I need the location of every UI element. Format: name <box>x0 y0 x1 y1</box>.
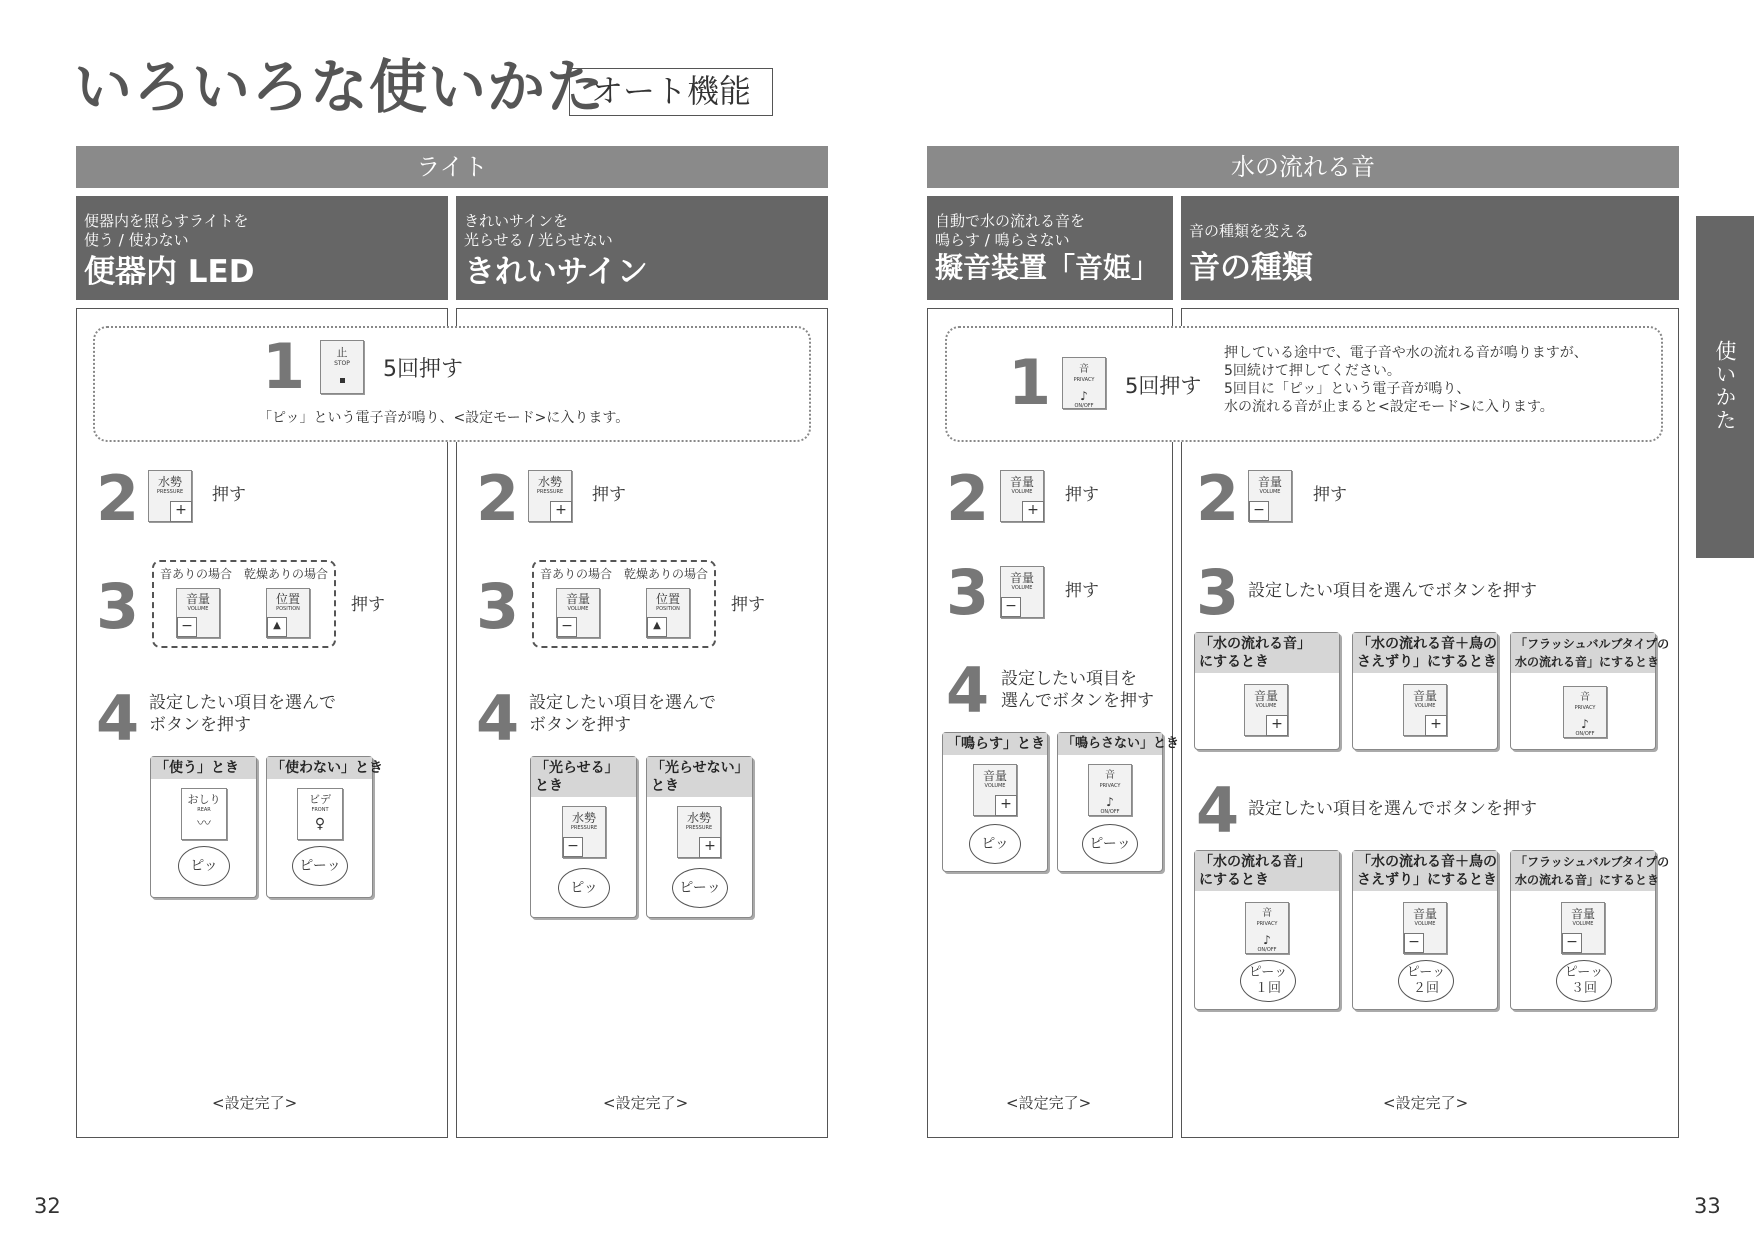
step-number-1: 1 <box>262 330 306 403</box>
press-label: 押す <box>1065 485 1099 505</box>
sound-case-label: 音ありの場合 <box>160 567 233 581</box>
front-wash-icon: ♀ <box>314 816 326 832</box>
feature-header-otohime: 自動で水の流れる音を 鳴らす / 鳴らさない 擬音装置「音姫」 <box>927 196 1173 300</box>
press-label: 押す <box>351 595 385 615</box>
select-instruction: 設定したい項目を選んで ボタンを押す <box>529 693 716 735</box>
volume-minus-button[interactable]: 音量 VOLUME − <box>176 588 220 638</box>
volume-minus-button[interactable]: 音量 VOLUME − <box>1248 470 1292 522</box>
front-button[interactable]: ビデ FRONT ♀ <box>297 788 343 840</box>
step-number-3: 3 <box>1196 556 1240 629</box>
card-bird-sound: 「水の流れる音＋鳥の さえずり」にするとき <box>1352 632 1498 750</box>
feature-header-led: 便器内を照らすライトを 使う / 使わない 便器内 LED <box>76 196 448 300</box>
minus-icon: − <box>1404 933 1424 953</box>
done-label: <設定完了> <box>212 1094 298 1112</box>
volume-minus-button[interactable]: 音量 VOLUME − <box>1000 566 1044 618</box>
card-not-use: 「使わない」とき <box>266 756 373 898</box>
step1-note-right: 押している途中で、電子音や水の流れる音が鳴りますが、 5回続けて押してください。 5回目に「ピッ」という電子音が鳴り、 水の流れる音が止まると<設定モード>に入ります。 <box>1224 345 1588 415</box>
section-light-bar: ライト <box>76 146 828 188</box>
position-up-button[interactable]: 位置 POSITION ▲ <box>266 588 310 638</box>
page-title: いろいろな使いかた <box>74 53 606 121</box>
press-label: 押す <box>1313 485 1347 505</box>
card-bird-sound: 「水の流れる音＋鳥の さえずり」にするとき <box>1352 850 1498 1010</box>
section-water-sound-bar: 水の流れる音 <box>927 146 1679 188</box>
select-instruction: 設定したい項目を選んで ボタンを押す <box>149 693 336 735</box>
step-number-3: 3 <box>946 556 990 629</box>
step-number-3: 3 <box>476 570 520 643</box>
plus-icon: + <box>1266 715 1288 736</box>
volume-minus-button[interactable]: 音量 VOLUME − <box>556 588 600 638</box>
privacy-button[interactable]: 音 PRIVACY ♪ ON/OFF <box>1062 357 1106 409</box>
beep-bubble-long: ピーッ <box>1082 824 1138 864</box>
plus-icon: + <box>1022 501 1044 522</box>
minus-icon: − <box>1562 933 1582 953</box>
pressure-plus-button[interactable]: 水勢 PRESSURE + <box>148 470 192 522</box>
minus-icon: − <box>563 837 583 857</box>
plus-icon: + <box>995 795 1017 816</box>
triangle-up-icon: ▲ <box>267 617 287 637</box>
minus-icon: − <box>177 617 197 637</box>
dry-case-label: 乾燥ありの場合 <box>244 567 329 581</box>
feature-header-sound-type: 音の種類を変える 音の種類 <box>1181 196 1679 300</box>
step-number-1-right: 1 <box>1008 346 1052 419</box>
pressure-plus-button[interactable]: 水勢 PRESSURE + <box>528 470 572 522</box>
step-number-2: 2 <box>946 462 990 535</box>
volume-plus-button[interactable]: 音量 VOLUME + <box>1244 684 1288 736</box>
press5-label-left: 5回押す <box>383 357 463 382</box>
beep-bubble-1: ピーッ １回 <box>1240 960 1296 1002</box>
card-narasu: 「鳴らす」とき <box>942 732 1048 872</box>
card-water-sound: 「水の流れる音」 にするとき <box>1194 632 1340 750</box>
step-number-2: 2 <box>476 462 520 535</box>
select-instruction-3: 設定したい項目を選んでボタンを押す <box>1248 581 1537 601</box>
side-tab[interactable]: 使いかた <box>1696 216 1754 558</box>
beep-bubble-3: ピーッ ３回 <box>1556 960 1612 1002</box>
page-subtitle: オート機能 <box>569 68 773 116</box>
beep-bubble-long: ピーッ <box>672 868 728 908</box>
triangle-up-icon: ▲ <box>647 617 667 637</box>
card-hikaru: 「光らせる」 とき <box>530 756 637 918</box>
music-note-icon: ♪ <box>1581 717 1589 731</box>
privacy-button[interactable]: 音 PRIVACY ♪ ON/OFF <box>1245 902 1289 954</box>
volume-minus-button[interactable]: 音量 VOLUME − <box>1561 902 1605 954</box>
beep-bubble: ピッ <box>558 868 610 908</box>
music-note-icon: ♪ <box>1263 933 1271 947</box>
step1-note-left: 「ピッ」という電子音が鳴り、<設定モード>に入ります。 <box>258 410 630 426</box>
page-number-right: 33 <box>1694 1194 1721 1218</box>
minus-icon: − <box>1249 501 1269 521</box>
step-number-4: 4 <box>476 682 520 755</box>
music-note-icon: ♪ <box>1106 795 1114 809</box>
dry-case-label: 乾燥ありの場合 <box>624 567 709 581</box>
plus-icon: + <box>699 837 721 858</box>
step-number-2: 2 <box>1196 462 1240 535</box>
done-label: <設定完了> <box>1006 1094 1092 1112</box>
minus-icon: − <box>557 617 577 637</box>
plus-icon: + <box>1425 715 1447 736</box>
card-use: 「使う」とき <box>150 756 257 898</box>
music-note-icon: ♪ <box>1080 389 1088 403</box>
done-label: <設定完了> <box>603 1094 689 1112</box>
sound-case-label: 音ありの場合 <box>540 567 613 581</box>
pressure-plus-button[interactable]: 水勢 PRESSURE + <box>677 806 721 858</box>
press-label: 押す <box>1065 581 1099 601</box>
minus-icon: − <box>1001 597 1021 617</box>
press5-label-right: 5回押す <box>1125 374 1202 398</box>
volume-minus-button[interactable]: 音量 VOLUME − <box>1403 902 1447 954</box>
pressure-minus-button[interactable]: 水勢 PRESSURE − <box>562 806 606 858</box>
stop-icon <box>340 378 345 383</box>
card-hikaranai: 「光らせない」 とき <box>646 756 753 918</box>
card-water-sound: 「水の流れる音」 にするとき <box>1194 850 1340 1010</box>
rear-wash-icon: 〰 <box>197 816 211 832</box>
volume-plus-button[interactable]: 音量 VOLUME + <box>1000 470 1044 522</box>
select-instruction: 設定したい項目を 選んでボタンを押す <box>1001 669 1154 711</box>
volume-plus-button[interactable]: 音量 VOLUME + <box>973 764 1017 816</box>
done-label: <設定完了> <box>1383 1094 1469 1112</box>
rear-button[interactable]: おしり REAR 〰 <box>181 788 227 840</box>
plus-icon: + <box>170 501 192 522</box>
beep-bubble: ピッ <box>178 846 230 886</box>
privacy-button[interactable]: 音 PRIVACY ♪ ON/OFF <box>1088 764 1132 816</box>
step-number-2: 2 <box>96 462 140 535</box>
select-instruction-4: 設定したい項目を選んでボタンを押す <box>1248 799 1537 819</box>
step-number-3: 3 <box>96 570 140 643</box>
press-label: 押す <box>731 595 765 615</box>
beep-bubble-2: ピーッ ２回 <box>1398 960 1454 1002</box>
stop-button[interactable]: 止 STOP <box>320 340 364 394</box>
feature-header-kirei: きれいサインを 光らせる / 光らせない きれいサイン <box>456 196 828 300</box>
beep-bubble: ピッ <box>969 824 1021 864</box>
card-flush-sound: 「フラッシュバルブタイプの 水の流れる音」にするとき <box>1510 850 1656 1010</box>
page-number-left: 32 <box>34 1194 61 1218</box>
plus-icon: + <box>550 501 572 522</box>
press-label: 押す <box>212 485 246 505</box>
step-number-4: 4 <box>1196 774 1240 847</box>
press-label: 押す <box>592 485 626 505</box>
position-up-button[interactable]: 位置 POSITION ▲ <box>646 588 690 638</box>
card-narasanai: 「鳴らさない」とき <box>1057 732 1163 872</box>
beep-bubble-long: ピーッ <box>292 846 348 886</box>
step-number-4: 4 <box>96 682 140 755</box>
volume-plus-button[interactable]: 音量 VOLUME + <box>1403 684 1447 736</box>
card-flush-sound: 「フラッシュバルブタイプの 水の流れる音」にするとき <box>1510 632 1656 750</box>
privacy-button[interactable]: 音 PRIVACY ♪ ON/OFF <box>1563 686 1607 738</box>
step-number-4: 4 <box>946 654 990 727</box>
